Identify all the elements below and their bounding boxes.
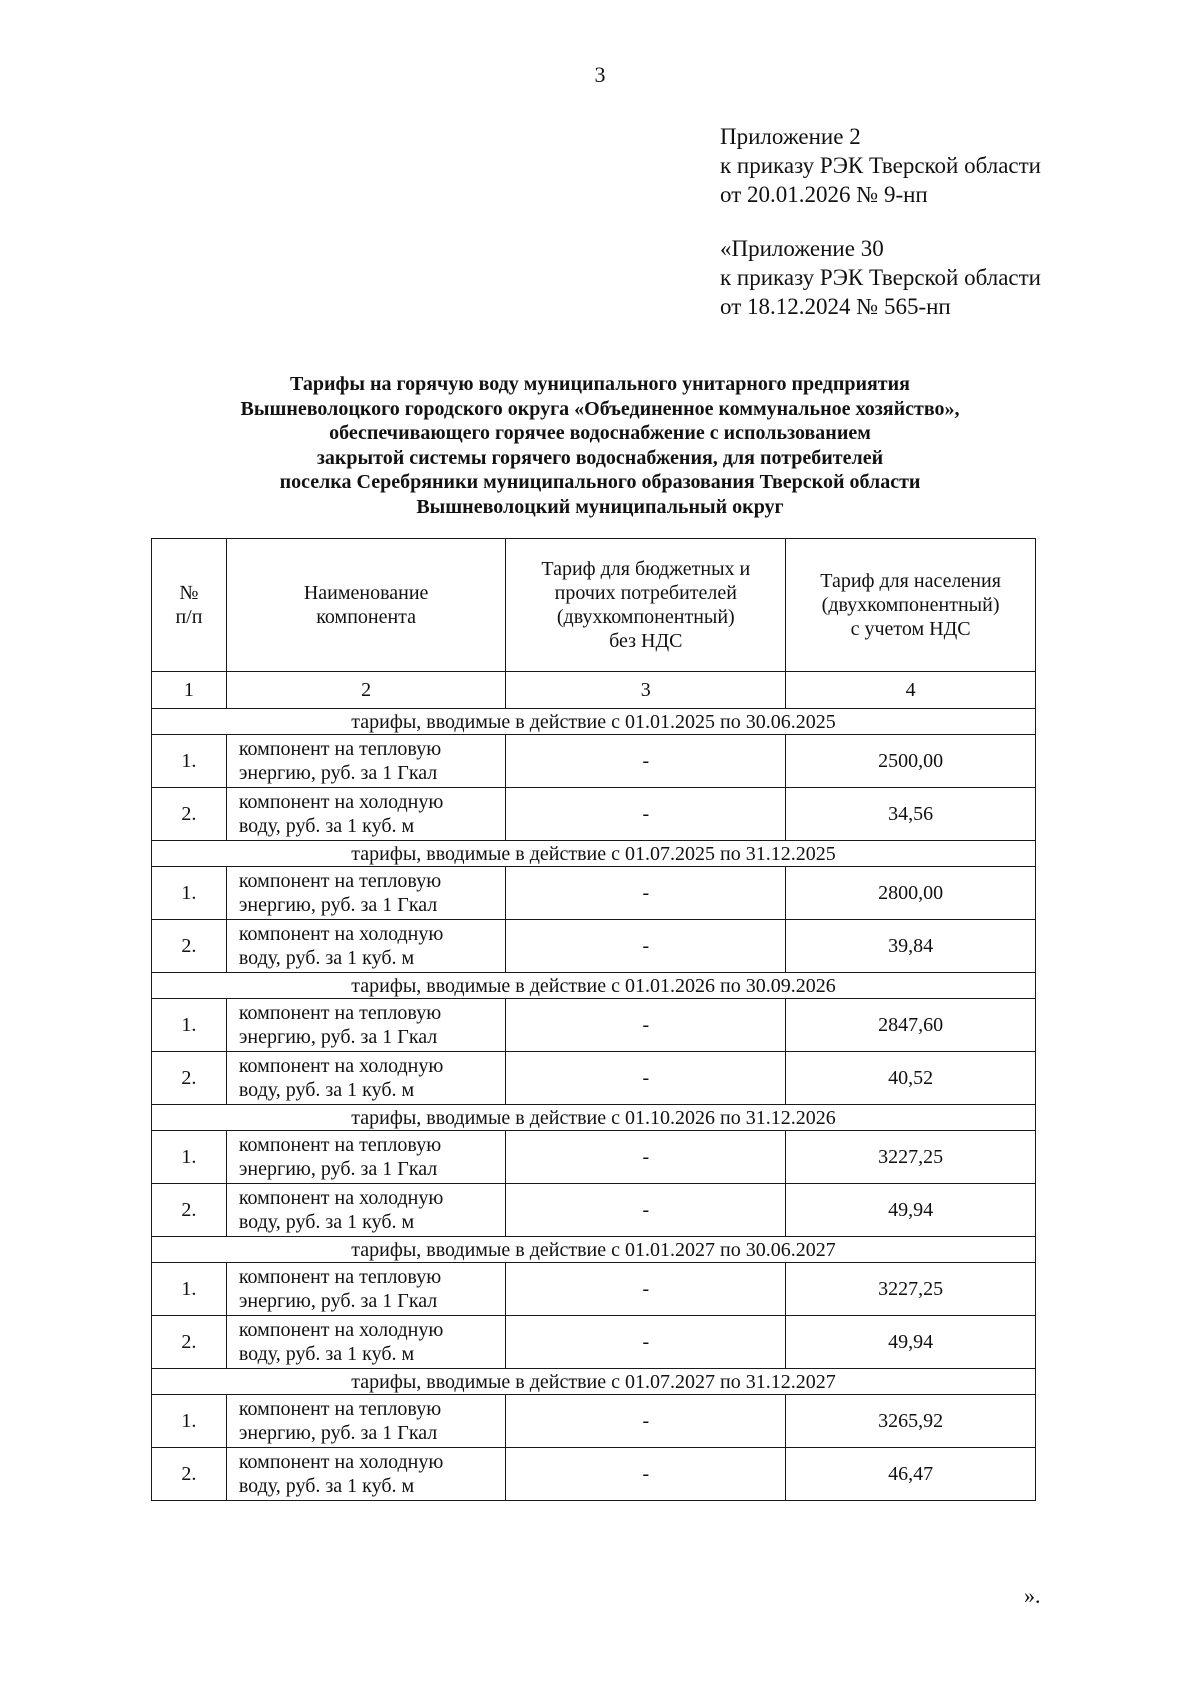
row-number: 1.: [152, 1395, 227, 1448]
annex-line: Приложение 2: [720, 124, 861, 149]
row-number: 2.: [152, 1052, 227, 1105]
row-number: 1.: [152, 867, 227, 920]
component-name-line: компонент на холодную: [238, 791, 444, 813]
component-name-line: энергию, руб. за 1 Гкал: [238, 1422, 438, 1444]
budget-tariff-value: -: [506, 1052, 786, 1105]
budget-tariff-value: -: [506, 920, 786, 973]
population-tariff-value: 2847,60: [786, 999, 1036, 1052]
period-row: [152, 1237, 1036, 1263]
component-name: [226, 1131, 506, 1184]
budget-tariff-value: -: [506, 788, 786, 841]
title-line: Вышневолоцкий муниципальный округ: [416, 495, 784, 518]
component-name: [226, 867, 506, 920]
annex-line: от 18.12.2024 № 565-нп: [720, 294, 951, 319]
population-tariff-value: 39,84: [786, 920, 1036, 973]
population-tariff-value: 3265,92: [786, 1395, 1036, 1448]
component-name-line: компонент на холодную: [238, 923, 444, 945]
column-number-row: [152, 672, 1036, 709]
row-number: 2.: [152, 920, 227, 973]
column-number: 2: [226, 672, 506, 709]
component-name-line: компонент на тепловую: [238, 870, 442, 892]
row-number: 1.: [152, 735, 227, 788]
table-row: [152, 920, 1036, 973]
tariff-table: [151, 538, 1036, 1501]
period-row: [152, 1369, 1036, 1395]
period-row: [152, 973, 1036, 999]
title-line: Тарифы на горячую воду муниципального унитарного предприятия: [290, 373, 910, 395]
row-number: 2.: [152, 788, 227, 841]
component-name-line: компонент на тепловую: [238, 1266, 442, 1288]
table-row: [152, 1184, 1036, 1237]
population-tariff-value: 49,94: [786, 1316, 1036, 1369]
column-number: 1: [152, 672, 227, 709]
component-name-line: энергию, руб. за 1 Гкал: [238, 894, 438, 916]
header-number: № п/п: [152, 539, 227, 672]
title-line: обеспечивающего горячее водоснабжение с использованием: [329, 422, 871, 444]
budget-tariff-value: -: [506, 867, 786, 920]
table-row: [152, 1052, 1036, 1105]
table-row: [152, 1263, 1036, 1316]
component-name: [226, 1263, 506, 1316]
table-row: [152, 788, 1036, 841]
annex-current-reference: [720, 122, 1041, 209]
population-tariff-value: 49,94: [786, 1184, 1036, 1237]
row-number: 1.: [152, 1263, 227, 1316]
budget-tariff-value: -: [506, 1131, 786, 1184]
budget-tariff-value: -: [506, 735, 786, 788]
budget-tariff-value: -: [506, 1316, 786, 1369]
component-name-line: компонент на холодную: [238, 1451, 444, 1473]
header-component-name: Наименование компонента: [226, 539, 506, 672]
row-number: 1.: [152, 1131, 227, 1184]
column-number: 3: [506, 672, 786, 709]
component-name: [226, 735, 506, 788]
component-name: [226, 1448, 506, 1501]
component-name-line: воду, руб. за 1 куб. м: [238, 1343, 415, 1365]
table-row: [152, 1395, 1036, 1448]
component-name-line: воду, руб. за 1 куб. м: [238, 1475, 415, 1497]
header-budget-tariff: Тариф для бюджетных и прочих потребителей (двухкомпонентный) без НДС: [506, 539, 786, 672]
population-tariff-value: 46,47: [786, 1448, 1036, 1501]
component-name-line: компонент на тепловую: [238, 1002, 442, 1024]
annex-line: к приказу РЭК Тверской области: [720, 153, 1041, 178]
budget-tariff-value: -: [506, 999, 786, 1052]
title-line: Вышневолоцкого городского округа «Объединенное коммунальное хозяйство»,: [240, 397, 960, 420]
annex-line: к приказу РЭК Тверской области: [720, 265, 1041, 290]
row-number: 2.: [152, 1184, 227, 1237]
component-name: [226, 1395, 506, 1448]
table-row: [152, 1131, 1036, 1184]
component-name-line: энергию, руб. за 1 Гкал: [238, 762, 438, 784]
row-number: 2.: [152, 1448, 227, 1501]
period-row: [152, 709, 1036, 735]
budget-tariff-value: -: [506, 1448, 786, 1501]
component-name: [226, 999, 506, 1052]
budget-tariff-value: -: [506, 1184, 786, 1237]
row-number: 2.: [152, 1316, 227, 1369]
closing-quote-mark: ».: [1024, 1583, 1041, 1608]
component-name-line: энергию, руб. за 1 Гкал: [238, 1290, 438, 1312]
component-name-line: компонент на холодную: [238, 1319, 444, 1341]
component-name-line: компонент на холодную: [238, 1055, 444, 1077]
component-name: [226, 1052, 506, 1105]
annex-line: от 20.01.2026 № 9-нп: [720, 182, 928, 207]
period-label: тарифы, вводимые в действие с 01.07.2027 по 31.12.2027: [152, 1369, 1036, 1395]
population-tariff-value: 2500,00: [786, 735, 1036, 788]
population-tariff-value: 2800,00: [786, 867, 1036, 920]
component-name-line: воду, руб. за 1 куб. м: [238, 1211, 415, 1233]
budget-tariff-value: -: [506, 1395, 786, 1448]
component-name: [226, 920, 506, 973]
row-number: 1.: [152, 999, 227, 1052]
component-name: [226, 1316, 506, 1369]
population-tariff-value: 34,56: [786, 788, 1036, 841]
table-row: [152, 1448, 1036, 1501]
component-name: [226, 1184, 506, 1237]
component-name-line: воду, руб. за 1 куб. м: [238, 947, 415, 969]
population-tariff-value: 3227,25: [786, 1263, 1036, 1316]
component-name-line: компонент на тепловую: [238, 1134, 442, 1156]
title-line: поселка Серебряники муниципального образования Тверской области: [279, 471, 921, 493]
page-number: 3: [594, 62, 606, 87]
table-row: [152, 999, 1036, 1052]
title-line: закрытой системы горячего водоснабжения, для потребителей: [316, 446, 884, 469]
component-name-line: компонент на тепловую: [238, 738, 442, 760]
tariff-table-body: [152, 709, 1036, 1501]
component-name-line: воду, руб. за 1 куб. м: [238, 1079, 415, 1101]
annex-line: «Приложение 30: [720, 236, 884, 261]
column-number: 4: [786, 672, 1036, 709]
table-row: [152, 867, 1036, 920]
table-header-row: [152, 539, 1036, 672]
period-label: тарифы, вводимые в действие с 01.01.2026 по 30.09.2026: [152, 973, 1036, 999]
table-row: [152, 735, 1036, 788]
table-row: [152, 1316, 1036, 1369]
period-label: тарифы, вводимые в действие с 01.01.2025 по 30.06.2025: [152, 709, 1036, 735]
period-row: [152, 841, 1036, 867]
component-name-line: воду, руб. за 1 куб. м: [238, 815, 415, 837]
budget-tariff-value: -: [506, 1263, 786, 1316]
component-name-line: компонент на холодную: [238, 1187, 444, 1209]
population-tariff-value: 40,52: [786, 1052, 1036, 1105]
document-title: [150, 372, 1050, 519]
component-name-line: энергию, руб. за 1 Гкал: [238, 1158, 438, 1180]
header-population-tariff: Тариф для населения (двухкомпонентный) с учетом НДС: [786, 539, 1036, 672]
period-label: тарифы, вводимые в действие с 01.01.2027 по 30.06.2027: [152, 1237, 1036, 1263]
component-name-line: компонент на тепловую: [238, 1398, 442, 1420]
period-label: тарифы, вводимые в действие с 01.07.2025 по 31.12.2025: [152, 841, 1036, 867]
annex-original-reference: [720, 234, 1041, 321]
period-row: [152, 1105, 1036, 1131]
population-tariff-value: 3227,25: [786, 1131, 1036, 1184]
component-name-line: энергию, руб. за 1 Гкал: [238, 1026, 438, 1048]
period-label: тарифы, вводимые в действие с 01.10.2026 по 31.12.2026: [152, 1105, 1036, 1131]
component-name: [226, 788, 506, 841]
